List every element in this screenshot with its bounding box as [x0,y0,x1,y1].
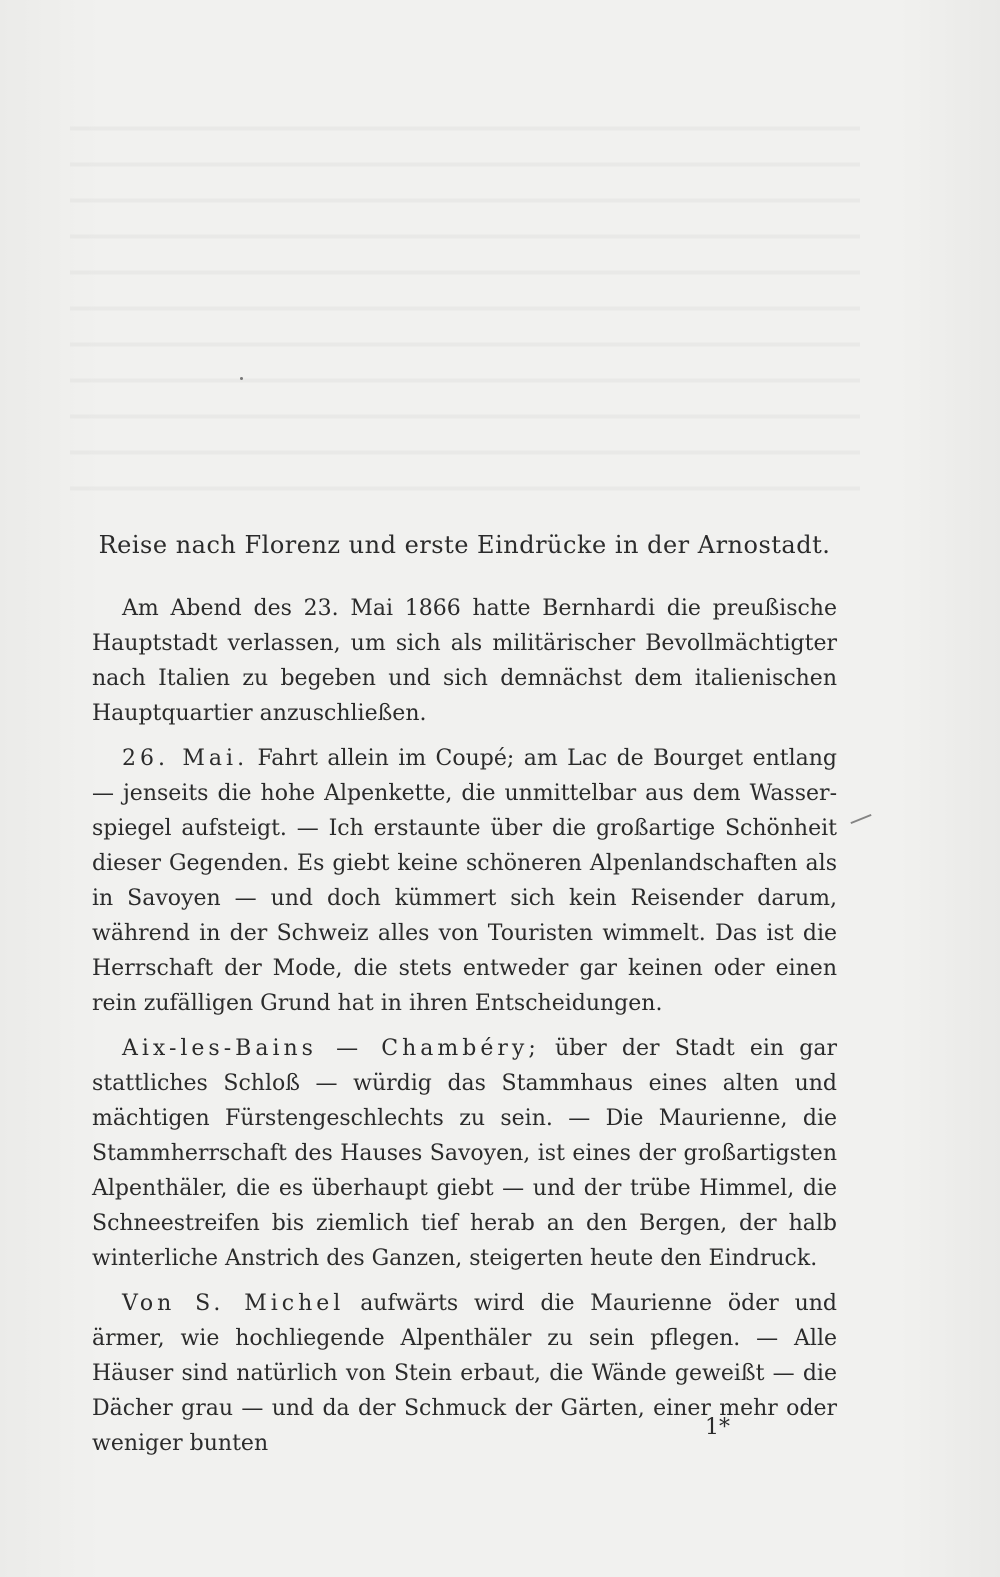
bleed-through-shadow [70,100,860,500]
speck [240,377,243,380]
chapter-title: Reise nach Florenz und erste Eindrücke in der Arnostadt. [98,531,831,559]
paragraph-2 [92,741,837,1021]
text-block [92,525,837,1461]
paragraph-1 [92,591,837,731]
paragraph-2-lead: 26. Mai. [122,746,249,771]
paragraph-4-lead: Von S. Michel [122,1291,345,1316]
paragraph-3-text: über der Stadt ein gar stattliches Schloß — würdig das Stammhaus eines alten und mächtigen Fürstengeschlechts zu sein. — Die Maurienne, die Stammherrschaft des Hauses Savoyen, ist eines der großartigsten Alpenthäler, die es überhaupt giebt — und der trübe Himmel, die Schneestreifen bis ziemlich tief herab an den Bergen, der halb winterliche Anstrich des Ganzen, steigerten heute den Eindruck. [92,1036,837,1271]
sheet-signature: 1* [705,1415,730,1440]
paragraph-2-text: Fahrt allein im Coupé; am Lac de Bourget entlang — jenseits die hohe Alpenkette, die unmittelbar aus dem Wasserspiegel aufsteigt. — Ich erstaunte über die großartige Schönheit dieser Gegenden. Es giebt keine schöneren Alpenlandschaften als in Savoyen — und doch kümmert sich kein Reisender darum, während in der Schweiz alles von Touristen wimmelt. Das ist die Herrschaft der Mode, die stets entweder gar keinen oder einen rein zufälligen Grund hat in ihren Entscheidungen. [92,746,838,1016]
paragraph-3 [92,1031,837,1276]
paragraph-3-lead: Aix-les-Bains — Chambéry; [122,1036,540,1061]
paragraph-4-text: aufwärts wird die Maurienne öder und ärmer, wie hochliegende Alpenthäler zu sein pflegen. — Alle Häuser sind natürlich von Stein erbaut, die Wände geweißt — die Dächer grau — und da der Schmuck der Gärten, einer mehr oder weniger bunten [92,1291,837,1456]
paragraph-1-text: Am Abend des 23. Mai 1866 hatte Bernhardi die preußische Hauptstadt verlassen, um sich als militärischer Bevollmächtigter nach Italien zu begeben und sich demnächst dem italienischen Hauptquartier anzuschließen. [92,596,837,726]
margin-pencil-mark [850,814,871,824]
